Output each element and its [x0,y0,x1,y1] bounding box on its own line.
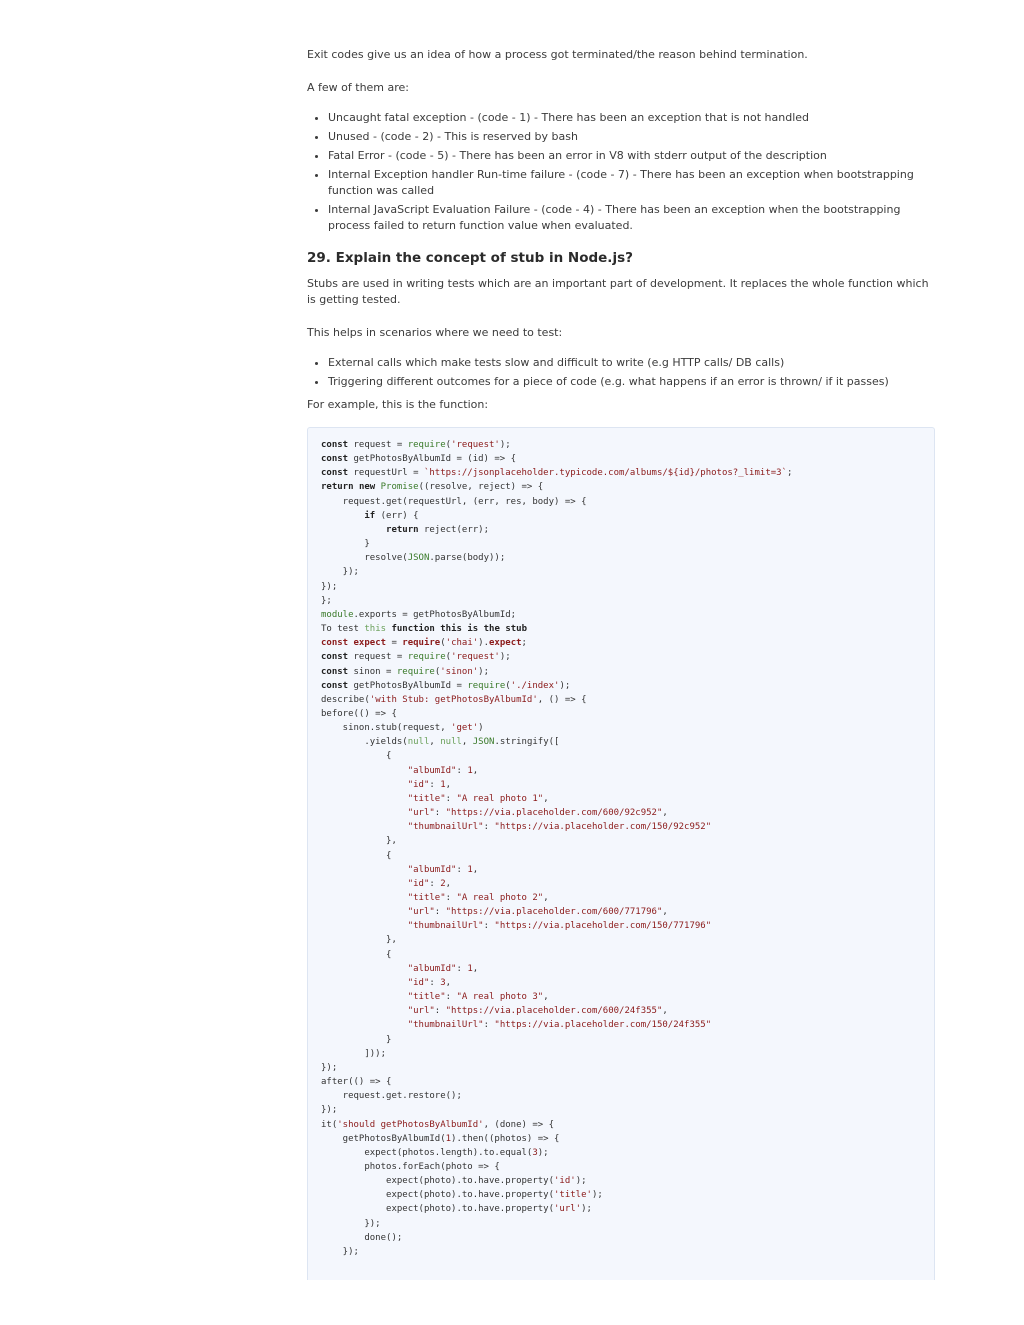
list-item: • Internal JavaScript Evaluation Failure - (code - 4) - There has been an exception when the bootstrapping process failed to return function value when evaluated. [328,202,935,234]
list-item: • External calls which make tests slow and difficult to write (e.g HTTP calls/ DB calls) [328,355,935,371]
example-paragraph: For example, this is the function: [307,398,489,411]
list-item: • Fatal Error - (code - 5) - There has been an error in V8 with stderr output of the description [328,148,935,164]
code-text: const request = require('request'); const getPhotosByAlbumId = (id) => { const requestUrl = `https://jsonplaceholder.typicode.com/albums/${id}/photos?_limit=3`; return new Promise((resolve, reject) => { request.get(requestUrl, (err, res, body) => { if (err) { return reject(err); } resolve(JSON.parse(body)); }); }); }; module.exports = getPhotosByAlbumId; To test this function this is the stub const expect = require('chai').expect; const request = require('request'); const sinon = require('sinon'); const getPhotosByAlbumId = require('./index'); describe('with Stub: getPhotosByAlbumId', () => { before(() => { sinon.stub(request, 'get') .yields(null, null, JSON.stringify([ { "albumId": 1, "id": 1, "title": "A real photo 1", "url": "https://via.placeholder.com/600/92c952", "thumbnailUrl": "https://via.placeholder.com/150/92c952" }, { "albumId": 1, "id": 2, "title": "A real photo 2", "url": "https://via.placeholder.com/600/771796", "thumbnailUrl": "https://via.placeholder.com/150/771796" }, { "albumId": 1, "id": 3, "title": "A real photo 3", "url": "https://via.placeholder.com/600/24f355", "thumbnailUrl": "https://via.placeholder.com/150/24f355" } ])); }); after(() => { request.get.restore(); }); it('should getPhotosByAlbumId', (done) => { getPhotosByAlbumId(1).then((photos) => { expect(photos.length).to.equal(3); photos.forEach(photo => { expect(photo).to.have.property('id'); expect(photo).to.have.property('title'); expect(photo).to.have.property('url'); }); done(); }); [321,440,793,1257]
section-heading: 29. Explain the concept of stub in Node.js? [307,250,633,266]
exit-codes-list [307,110,935,237]
scenarios-list [307,355,935,393]
list-item: • Uncaught fatal exception - (code - 1) - There has been an exception that is not handled [328,110,935,126]
few-paragraph: A few of them are: [307,81,410,94]
list-item: • Triggering different outcomes for a piece of code (e.g. what happens if an error is thrown/ if it passes) [328,374,935,390]
list-item: • Internal Exception handler Run-time failure - (code - 7) - There has been an exception when bootstrapping function was called [328,167,935,199]
intro-paragraph: Exit codes give us an idea of how a process got terminated/the reason behind termination. [307,48,808,61]
helps-paragraph: This helps in scenarios where we need to test: [307,326,563,339]
stubs-paragraph: Stubs are used in writing tests which are an important part of development. It replaces the whole function which is getting tested. [307,277,929,306]
list-item: • Unused - (code - 2) - This is reserved by bash [328,129,935,145]
code-block [307,427,935,1280]
